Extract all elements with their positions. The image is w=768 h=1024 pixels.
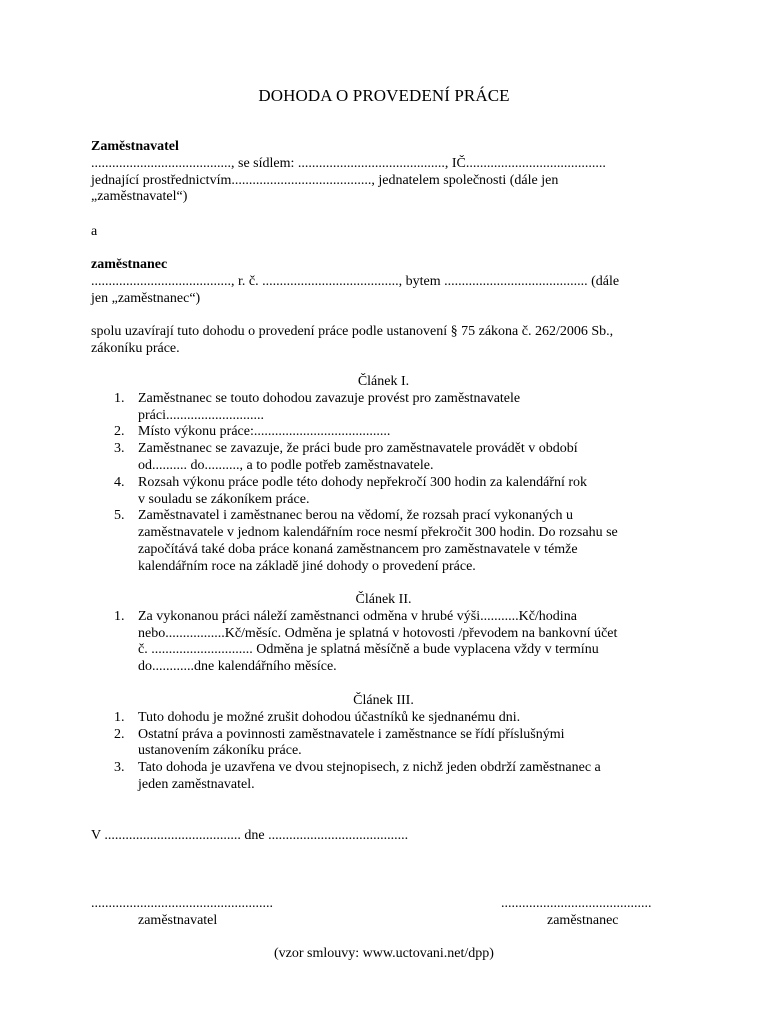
template-source-note: (vzor smlouvy: www.uctovani.net/dpp) bbox=[274, 946, 494, 961]
item-number: 1. bbox=[114, 608, 125, 624]
list-item bbox=[91, 475, 676, 509]
item-line: započítává také doba práce konaná zaměstnancem pro zaměstnavatele v témže bbox=[138, 541, 578, 557]
item-number: 3. bbox=[114, 760, 125, 776]
employee-line-2: jen „zaměstnanec“) bbox=[91, 290, 201, 306]
intro-paragraph bbox=[91, 324, 676, 358]
item-line: Rozsah výkonu práce podle této dohody nepřekročí 300 hodin za kalendářní rok bbox=[138, 474, 588, 490]
list-item bbox=[91, 760, 676, 794]
item-line: jeden zaměstnavatel. bbox=[138, 776, 255, 792]
article-3 bbox=[91, 693, 676, 794]
list-item bbox=[91, 710, 676, 727]
article-3-heading: Článek III. bbox=[353, 693, 414, 708]
employee-signature bbox=[501, 895, 681, 929]
employer-line-1: ........................................, se sídlem: .........................................., IČ........................................ bbox=[91, 155, 606, 171]
employer-line-3: „zaměstnavatel“) bbox=[91, 189, 188, 205]
item-line: od.......... do.........., a to podle potřeb zaměstnavatele. bbox=[138, 457, 434, 473]
employee-signature-label: zaměstnanec bbox=[547, 913, 619, 928]
article-1-heading: Článek I. bbox=[357, 374, 410, 389]
item-line: Tuto dohodu je možné zrušit dohodou účastníků ke sjednanému dni. bbox=[138, 709, 521, 725]
item-number: 1. bbox=[114, 709, 125, 725]
employee-heading: zaměstnanec bbox=[91, 257, 168, 272]
list-item bbox=[91, 441, 676, 475]
and-word: a bbox=[91, 224, 98, 239]
intro-line-1: spolu uzavírají tuto dohodu o provedení práce podle ustanovení § 75 zákona č. 262/2006 Sb., bbox=[91, 324, 614, 339]
article-1-list bbox=[91, 391, 676, 576]
article-2-heading: Článek II. bbox=[355, 592, 412, 607]
article-2-list bbox=[91, 609, 676, 676]
signature-dots: ........................................... bbox=[501, 896, 652, 911]
article-2 bbox=[91, 592, 676, 676]
item-line: Tato dohoda je uzavřena ve dvou stejnopisech, z nichž jeden obdrží zaměstnanec a bbox=[138, 760, 601, 776]
item-line: do............dne kalendářního měsíce. bbox=[138, 659, 337, 675]
item-line: Zaměstnanec se touto dohodou zavazuje provést pro zaměstnavatele bbox=[138, 390, 521, 406]
list-item bbox=[91, 424, 676, 441]
item-line: Ostatní práva a povinnosti zaměstnavatele i zaměstnance se řídí příslušnými bbox=[138, 726, 565, 742]
item-number: 2. bbox=[114, 424, 125, 440]
employer-signature bbox=[91, 895, 291, 929]
employee-section bbox=[91, 257, 676, 307]
item-line: Za vykonanou práci náleží zaměstnanci odměna v hrubé výši...........Kč/hodina bbox=[138, 608, 577, 624]
employee-line-1: ........................................, r. č. ......................................., bytem ......................................... (dále bbox=[91, 273, 620, 289]
item-number: 1. bbox=[114, 390, 125, 406]
article-1 bbox=[91, 374, 676, 576]
list-item bbox=[91, 508, 676, 575]
item-number: 2. bbox=[114, 726, 125, 742]
list-item bbox=[91, 391, 676, 425]
item-line: kalendářním roce na základě jiné dohody o provedení práce. bbox=[138, 558, 476, 574]
item-line: zaměstnavatele v jednom kalendářním roce nesmí překročit 300 hodin. Do rozsahu se bbox=[138, 525, 618, 541]
item-line: Zaměstnavatel i zaměstnanec berou na vědomí, že rozsah prací vykonaných u bbox=[138, 508, 573, 524]
list-item bbox=[91, 609, 676, 676]
item-line: Místo výkonu práce:....................................... bbox=[138, 424, 391, 440]
item-line: Zaměstnanec se zavazuje, že práci bude pro zaměstnavatele provádět v období bbox=[138, 441, 578, 457]
list-item bbox=[91, 727, 676, 761]
employer-signature-label: zaměstnavatel bbox=[138, 913, 218, 928]
intro-line-2: zákoníku práce. bbox=[91, 340, 180, 356]
item-line: č. ............................. Odměna je splatná měsíčně a bude vyplacena vždy v termínu bbox=[138, 642, 599, 658]
item-line: ustanovením zákoníku práce. bbox=[138, 743, 302, 759]
item-number: 3. bbox=[114, 441, 125, 457]
item-line: v souladu se zákoníkem práce. bbox=[138, 491, 310, 507]
employer-heading: Zaměstnavatel bbox=[91, 139, 179, 154]
employer-line-2: jednající prostřednictvím........................................, jednatelem společnosti (dále jen bbox=[91, 172, 559, 188]
employer-section bbox=[91, 139, 676, 206]
article-3-list bbox=[91, 710, 676, 794]
signature-dots: .................................................... bbox=[91, 896, 273, 911]
item-line: nebo.................Kč/měsíc. Odměna je splatná v hotovosti /převodem na bankovní účet bbox=[138, 625, 618, 641]
place-date-line: V ....................................... dne ........................................ bbox=[91, 828, 409, 843]
item-number: 4. bbox=[114, 474, 125, 490]
document-title: DOHODA O PROVEDENÍ PRÁCE bbox=[258, 86, 510, 105]
item-line: práci............................ bbox=[138, 407, 264, 423]
item-number: 5. bbox=[114, 508, 125, 524]
